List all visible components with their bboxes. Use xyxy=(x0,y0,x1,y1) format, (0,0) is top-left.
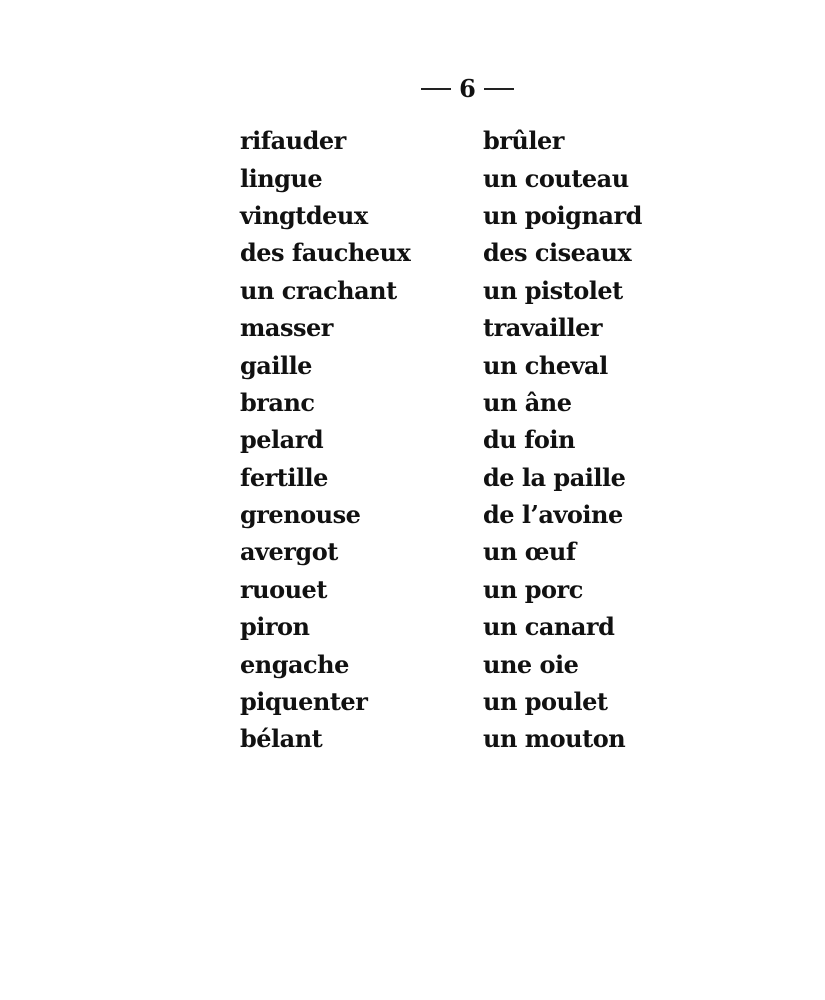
french-meaning: un couteau xyxy=(483,163,629,193)
glossary-entry xyxy=(240,459,660,496)
glossary-entry xyxy=(240,234,660,271)
page-number: 6 xyxy=(459,74,476,103)
glossary-list xyxy=(240,122,660,758)
french-meaning: une oie xyxy=(483,649,579,679)
slang-term: pelard xyxy=(240,425,324,455)
french-meaning: de l’avoine xyxy=(483,500,623,530)
slang-term: avergot xyxy=(240,537,338,567)
glossary-entry xyxy=(240,421,660,458)
glossary-entry xyxy=(240,122,660,159)
slang-term: rifauder xyxy=(240,126,346,156)
slang-term: gaille xyxy=(240,350,312,380)
slang-term: lingue xyxy=(240,163,323,193)
french-meaning: du foin xyxy=(483,425,575,455)
glossary-entry xyxy=(240,533,660,570)
glossary-entry xyxy=(240,346,660,383)
glossary-entry xyxy=(240,608,660,645)
slang-term: engache xyxy=(240,649,349,679)
french-meaning: un porc xyxy=(483,574,583,604)
glossary-entry xyxy=(240,683,660,720)
french-meaning: brûler xyxy=(483,126,564,156)
slang-term: piquenter xyxy=(240,687,368,717)
slang-term: masser xyxy=(240,313,333,343)
slang-term: branc xyxy=(240,387,315,417)
french-meaning: un pistolet xyxy=(483,275,623,305)
left-dash-ornament xyxy=(421,88,451,90)
glossary-entry xyxy=(240,720,660,757)
glossary-entry xyxy=(240,496,660,533)
slang-term: vingtdeux xyxy=(240,200,368,230)
glossary-entry xyxy=(240,571,660,608)
french-meaning: un âne xyxy=(483,387,572,417)
slang-term: bélant xyxy=(240,724,323,754)
right-dash-ornament xyxy=(484,88,514,90)
french-meaning: travailler xyxy=(483,313,603,343)
french-meaning: un œuf xyxy=(483,537,576,567)
slang-term: piron xyxy=(240,612,310,642)
french-meaning: un poulet xyxy=(483,687,608,717)
slang-term: ruouet xyxy=(240,574,327,604)
page-header xyxy=(405,72,530,106)
slang-term: grenouse xyxy=(240,500,361,530)
slang-term: des faucheux xyxy=(240,238,411,268)
french-meaning: de la paille xyxy=(483,462,626,492)
glossary-entry xyxy=(240,159,660,196)
slang-term: fertille xyxy=(240,462,328,492)
glossary-entry xyxy=(240,272,660,309)
french-meaning: un canard xyxy=(483,612,615,642)
glossary-entry xyxy=(240,645,660,682)
glossary-entry xyxy=(240,384,660,421)
french-meaning: un mouton xyxy=(483,724,626,754)
glossary-entry xyxy=(240,197,660,234)
slang-term: un crachant xyxy=(240,275,397,305)
glossary-entry xyxy=(240,309,660,346)
french-meaning: des ciseaux xyxy=(483,238,632,268)
french-meaning: un cheval xyxy=(483,350,608,380)
french-meaning: un poignard xyxy=(483,200,642,230)
